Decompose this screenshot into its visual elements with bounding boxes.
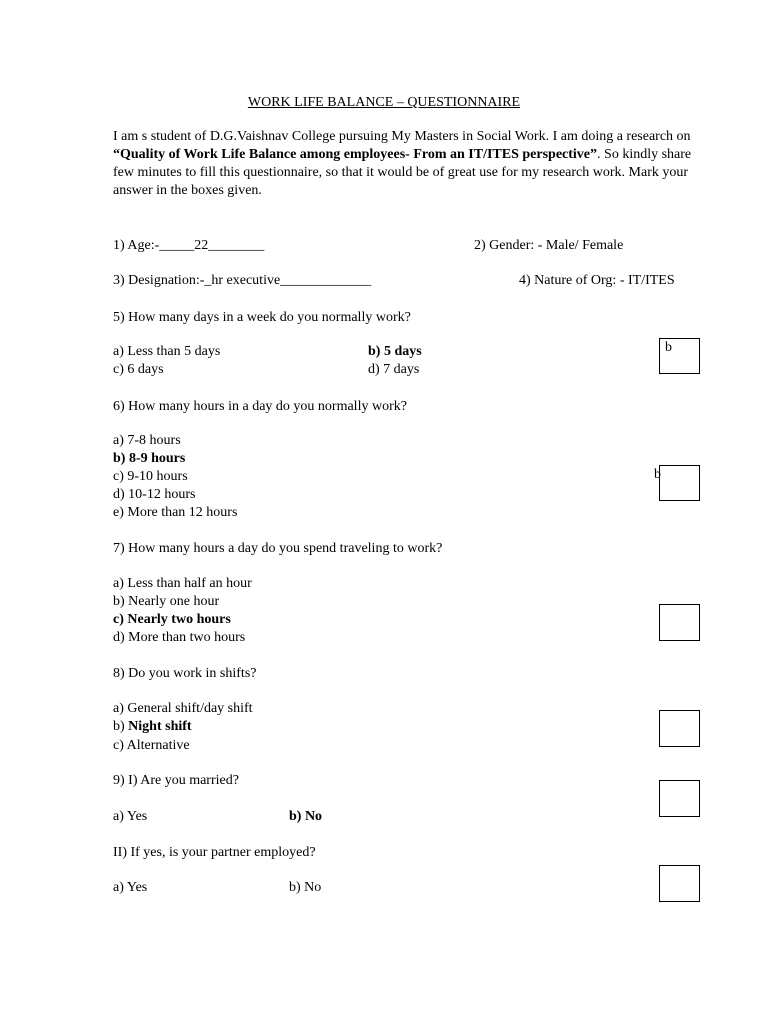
q5-option-a: a) Less than 5 days — [113, 344, 221, 359]
designation-line: _____________ — [280, 273, 372, 288]
q8-option-b — [113, 718, 192, 736]
designation-field — [113, 272, 371, 290]
designation-label: 3) Designation:-_ — [113, 273, 212, 288]
q6-option-c: c) 9-10 hours — [113, 469, 188, 484]
q6-question: 6) How many hours in a day do you normally work? — [113, 399, 407, 414]
age-line: ________ — [208, 238, 265, 253]
q6-option-d: d) 10-12 hours — [113, 487, 196, 502]
q9-question: 9) I) Are you married? — [113, 773, 239, 788]
q7-option-c: c) Nearly two hours — [113, 612, 231, 627]
q8-option-b-prefix: b) — [113, 719, 129, 734]
q9b-option-b: b) No — [289, 880, 322, 895]
q9-answer-box[interactable] — [659, 780, 700, 817]
research-title: “Quality of Work Life Balance among employees- From an IT/ITES perspective” — [113, 147, 598, 162]
q6-option-a: a) 7-8 hours — [113, 433, 181, 448]
q6-option-e: e) More than 12 hours — [113, 505, 238, 520]
q7-question: 7) How many hours a day do you spend traveling to work? — [113, 541, 443, 556]
intro-text-2: . So kindly share few minutes to fill this questionnaire, so that it would be of great use for my research work. Mark your answer in the boxes given. — [113, 147, 692, 198]
q8-question: 8) Do you work in shifts? — [113, 666, 257, 681]
q8-option-a: a) General shift/day shift — [113, 701, 253, 716]
org-nature-field: 4) Nature of Org: - IT/ITES — [519, 273, 675, 288]
q6-answer: b — [654, 467, 661, 482]
designation-value[interactable]: hr executive — [211, 273, 281, 288]
q9b-question: II) If yes, is your partner employed? — [113, 845, 316, 860]
q9b-option-a: a) Yes — [113, 880, 148, 895]
q9-option-a: a) Yes — [113, 809, 148, 824]
q7-answer-box[interactable] — [659, 604, 700, 641]
q7-option-d: d) More than two hours — [113, 630, 246, 645]
age-label: 1) Age:-_____ — [113, 238, 195, 253]
q8-option-c: c) Alternative — [113, 738, 190, 753]
q5-question: 5) How many days in a week do you normally work? — [113, 310, 411, 325]
q6-option-b: b) 8-9 hours — [113, 451, 186, 466]
q9-option-b: b) No — [289, 809, 323, 824]
q6-answer-box[interactable] — [659, 465, 700, 501]
q8-answer-box[interactable] — [659, 710, 700, 747]
age-value[interactable]: 22 — [194, 238, 209, 253]
intro-text-1: I am s student of D.G.Vaishnav College pursuing My Masters in Social Work. I am doing a research on — [113, 129, 691, 144]
document-title: WORK LIFE BALANCE – QUESTIONNAIRE — [247, 95, 521, 110]
age-field — [113, 237, 264, 255]
q7-option-a: a) Less than half an hour — [113, 576, 252, 591]
q8-option-b-label: Night shift — [128, 719, 192, 734]
q5-answer: b — [665, 340, 672, 355]
q9b-answer-box[interactable] — [659, 865, 700, 902]
intro-paragraph — [113, 128, 703, 200]
q7-option-b: b) Nearly one hour — [113, 594, 220, 609]
gender-field: 2) Gender: - Male/ Female — [474, 238, 624, 253]
q5-option-c: c) 6 days — [113, 362, 164, 377]
q5-option-b: b) 5 days — [368, 344, 422, 359]
q5-option-d: d) 7 days — [368, 362, 420, 377]
